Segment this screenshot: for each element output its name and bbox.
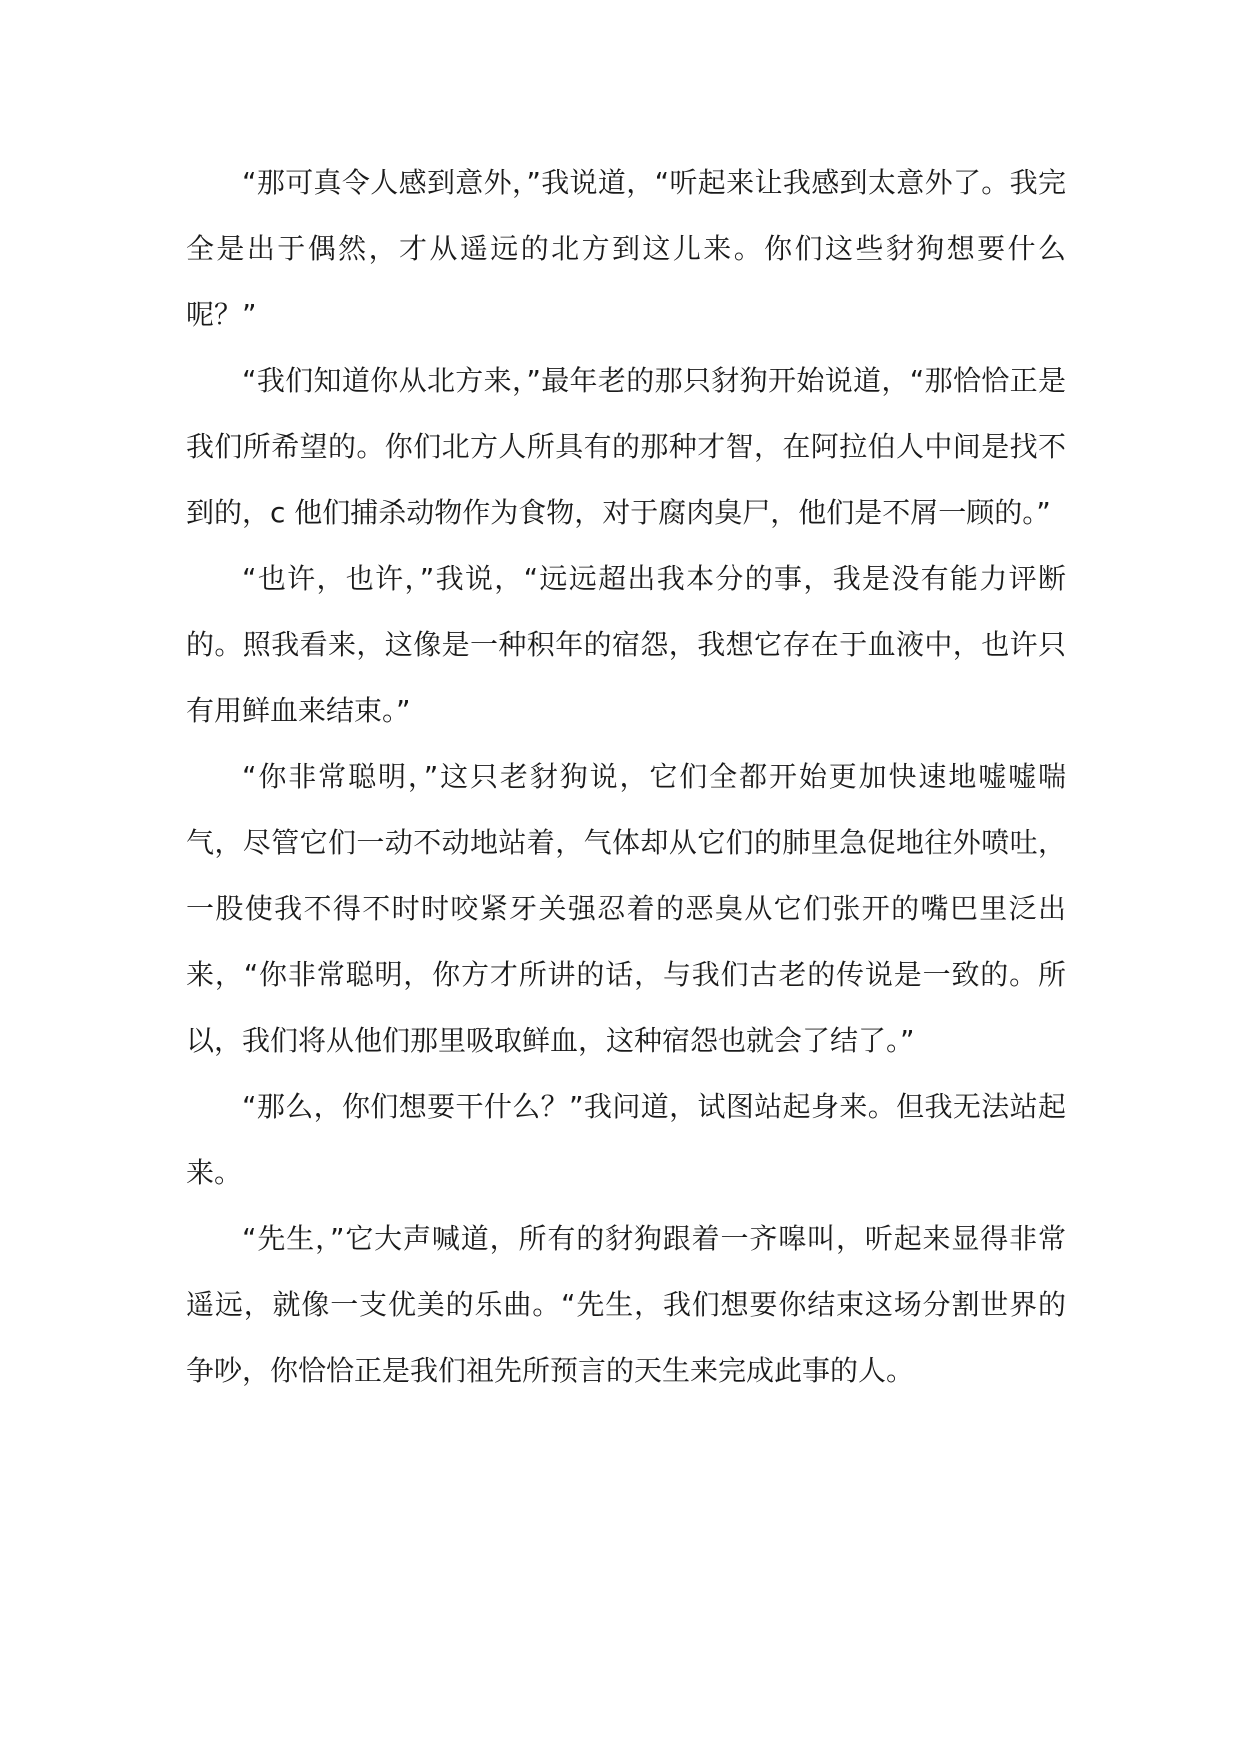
paragraph-5: “那么，你们想要干什么？”我问道，试图站起身来。但我无法站起来。 — [186, 1090, 1066, 1189]
paragraph-1: “那可真令人感到意外，”我说道，“听起来让我感到太意外了。我完全是出于偶然，才从遥远的北方到这儿来。你们这些豺狗想要什么呢？” — [186, 166, 1066, 331]
paragraph-4: “你非常聪明，”这只老豺狗说，它们全都开始更加快速地嘘嘘喘气，尽管它们一动不动地站着，气体却从它们的肺里急促地往外喷吐，一股使我不得不时时咬紧牙关强忍着的恶臭从它们张开的嘴巴里泛出来，“你非常聪明，你方才所讲的话，与我们古老的传说是一致的。所以，我们将从他们那里吸取鲜血，这种宿怨也就会了结了。” — [186, 760, 1066, 1057]
document-page — [186, 150, 1066, 1404]
paragraph-6: “先生，”它大声喊道，所有的豺狗跟着一齐嗥叫，听起来显得非常遥远，就像一支优美的乐曲。“先生，我们想要你结束这场分割世界的争吵，你恰恰正是我们祖先所预言的天生来完成此事的人。 — [186, 1222, 1066, 1387]
paragraph-3: “也许，也许，”我说，“远远超出我本分的事，我是没有能力评断的。照我看来，这像是一种积年的宿怨，我想它存在于血液中，也许只有用鲜血来结束。” — [186, 562, 1066, 727]
paragraph-2: “我们知道你从北方来，”最年老的那只豺狗开始说道，“那恰恰正是我们所希望的。你们北方人所具有的那种才智，在阿拉伯人中间是找不到的，c 他们捕杀动物作为食物，对于腐肉臭尸，他们是不屑一顾的。” — [186, 364, 1066, 529]
